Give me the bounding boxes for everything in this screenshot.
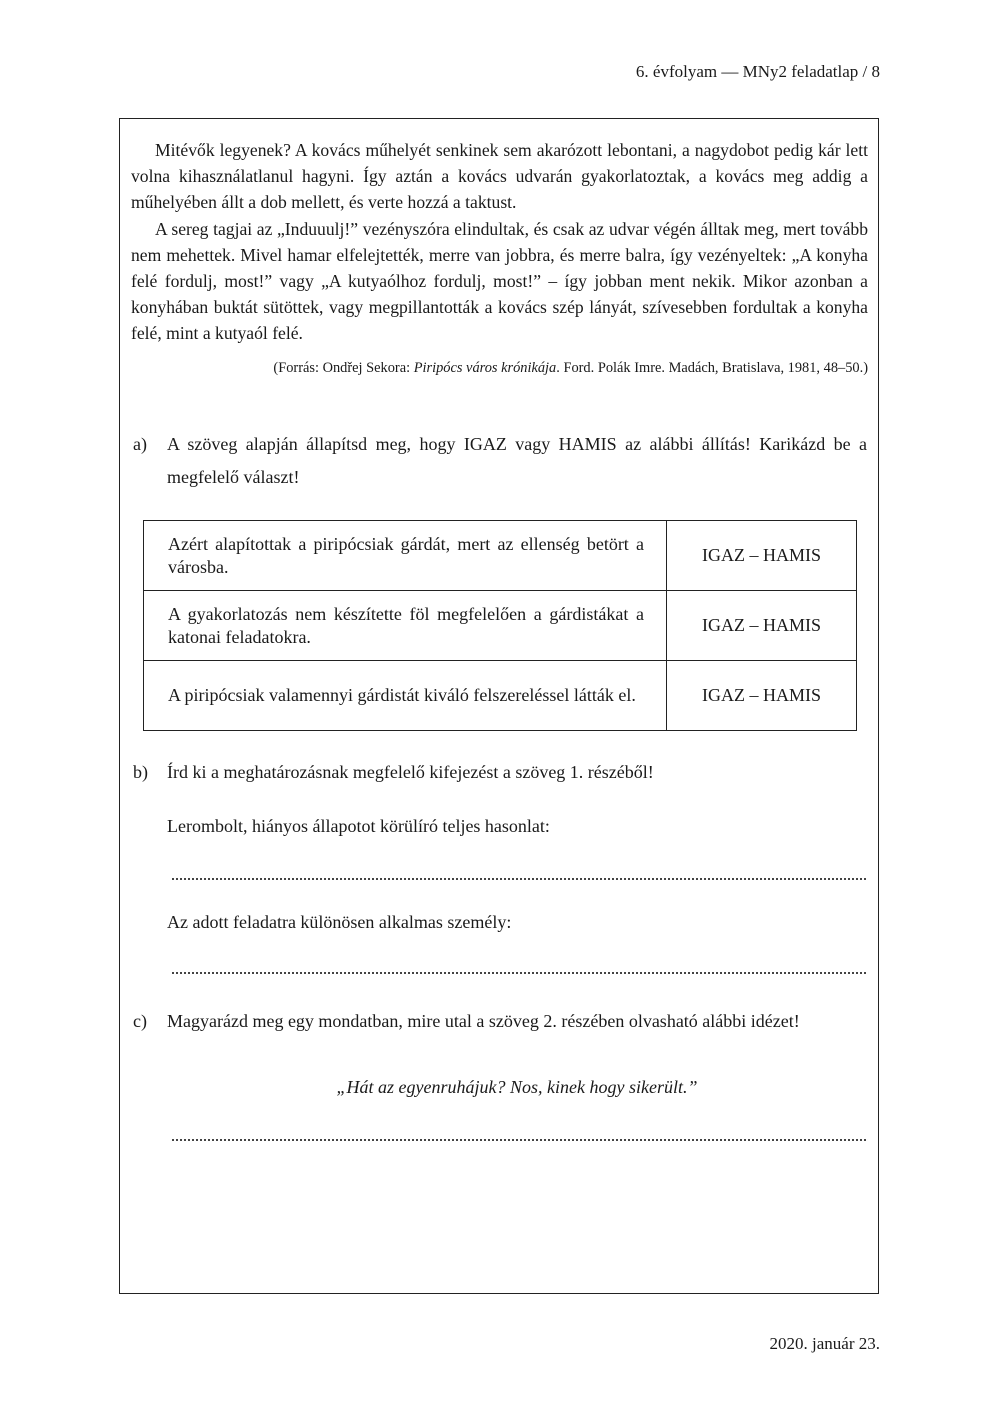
answer-choice[interactable]: IGAZ – HAMIS [667,661,857,731]
table-row [144,521,857,591]
source-prefix: (Forrás: Ondřej Sekora: [273,360,414,376]
source-citation [131,360,868,377]
answer-choice[interactable]: IGAZ – HAMIS [667,591,857,661]
passage-paragraph: Mitévők legyenek? A kovács műhelyét senkinek sem akarózott lebontani, a nagydobot pedig kár lett volna kihasználatlanul hagyni. Így aztán a kovács udvarán gyakorlatoztak, a kovács meg addig a műhelyében állt a dob mellett, és verte hozzá a taktust. [131,140,868,213]
passage-paragraph: A sereg tagjai az „Induuulj!” vezényszóra elindultak, és csak az udvar végén álltak meg, mert tovább nem mehettek. Mivel hamar elfelejtették, merre van jobbra, és merre balra, így vezényeltek: „A konyha felé fordulj, most!” vagy „A kutyaólhoz fordulj, most!” – így jobban ment nekik. Mikor azonban a konyhában buktát sütöttek, vagy megpillantották a kovács szép lányát, szívesebben fordultak a konyha felé, mint a kutyaól felé. [131,218,868,344]
source-suffix: . Ford. Polák Imre. Madách, Bratislava, 1981, 48–50.) [556,360,868,376]
task-b-label: b) [133,762,148,782]
statement-cell: A gyakorlatozás nem készítette föl megfelelően a gárdistákat a katonai feladatokra. [144,591,667,661]
source-title: Piripócs város krónikája [413,360,557,376]
true-false-table [143,520,857,731]
table-row [144,591,857,661]
statement-cell: Azért alapítottak a piripócsiak gárdát, mert az ellenség betört a városba. [144,521,667,591]
statement-cell: A piripócsiak valamennyi gárdistát kiváló felszereléssel látták el. [144,661,667,731]
task-b-item-2: Az adott feladatra különösen alkalmas személy: [167,912,512,932]
task-a-instruction: A szöveg alapján állapítsd meg, hogy IGAZ vagy HAMIS az alábbi állítás! Karikázd be a megfelelő választ! [167,434,867,487]
page-footer-date: 2020. január 23. [769,1334,880,1353]
answer-line-b2[interactable] [172,972,866,974]
table-row [144,661,857,731]
task-c-instruction: Magyarázd meg egy mondatban, mire utal a szöveg 2. részében olvasható alábbi idézet! [167,1011,800,1031]
reading-passage [131,137,868,347]
answer-line-c[interactable] [172,1139,866,1141]
page-header: 6. évfolyam — MNy2 feladatlap / 8 [635,62,880,81]
task-a-label: a) [133,434,147,454]
task-c-label: c) [133,1011,147,1031]
task-b-instruction: Írd ki a meghatározásnak megfelelő kifejezést a szöveg 1. részéből! [167,762,654,782]
quote-text: „Hát az egyenruhájuk? Nos, kinek hogy sikerült.” [336,1077,698,1097]
answer-choice[interactable]: IGAZ – HAMIS [667,521,857,591]
answer-line-b1[interactable] [172,878,866,880]
task-b-item-1: Lerombolt, hiányos állapotot körülíró teljes hasonlat: [167,816,550,836]
